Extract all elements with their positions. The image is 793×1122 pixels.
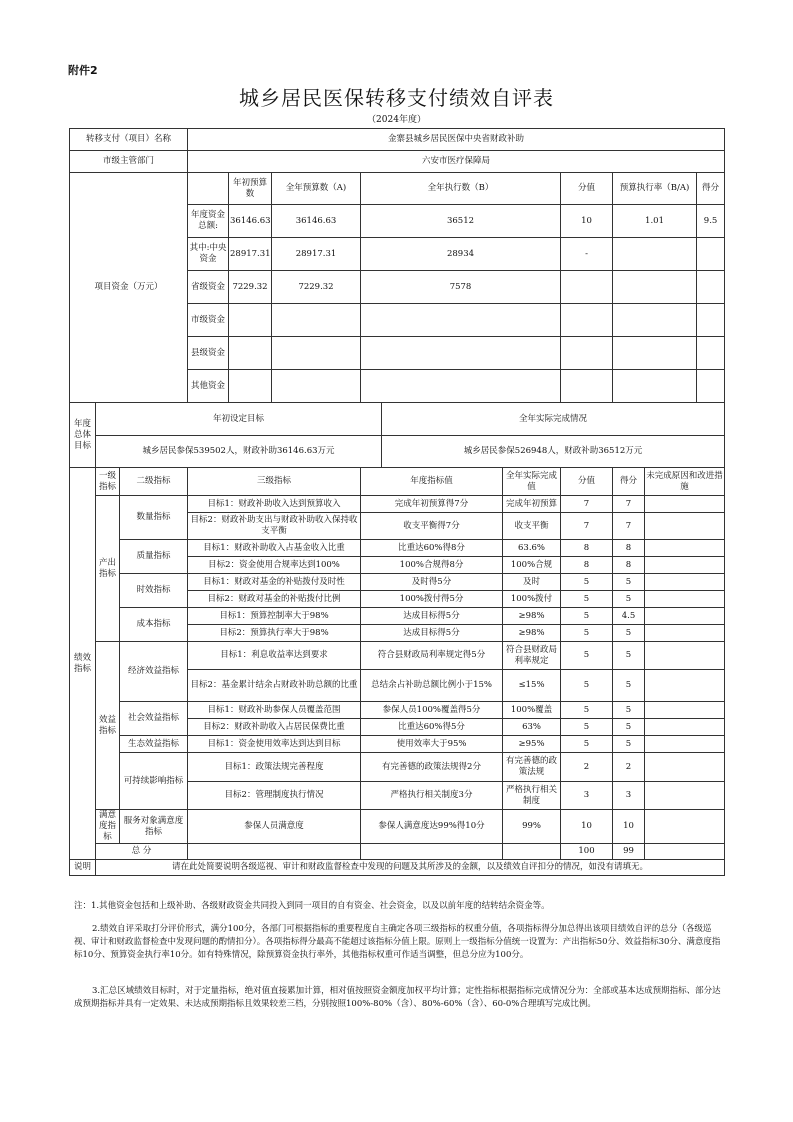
group-economic: 经济效益指标 <box>120 642 188 702</box>
funds-row-score: 9.5 <box>697 205 725 238</box>
funds-header-executed: 全年执行数（B） <box>361 173 561 205</box>
funds-row-initial <box>229 304 272 337</box>
target-value: 达成目标得5分 <box>361 608 503 625</box>
third-indicator: 目标2：基金累计结余占财政补助总额的比重 <box>188 670 361 702</box>
score: 2 <box>613 753 645 782</box>
actual-value: ≥98% <box>503 608 561 625</box>
score: 5 <box>613 719 645 736</box>
perf-header-target: 年度指标值 <box>361 468 503 496</box>
perf-header-third: 三级指标 <box>188 468 361 496</box>
funds-row-initial: 7229.32 <box>229 271 272 304</box>
funds-row-score <box>697 337 725 370</box>
actual-value: 符合县财政局利率规定 <box>503 642 561 670</box>
funds-row-annual: 7229.32 <box>272 271 361 304</box>
funds-row-name: 省级资金 <box>188 271 229 304</box>
funds-header-score: 得分 <box>697 173 725 205</box>
third-indicator: 目标2：资金使用合规率达到100% <box>188 557 361 574</box>
reason <box>645 513 725 540</box>
goals-label: 年度总体目标 <box>70 403 96 468</box>
third-indicator: 目标2：财政补助收入占居民保费比重 <box>188 719 361 736</box>
funds-row-annual: 28917.31 <box>272 238 361 271</box>
third-indicator: 目标1：政策法规完善程度 <box>188 753 361 782</box>
third-indicator: 目标1：财政补助参保人员覆盖范围 <box>188 702 361 719</box>
table-row <box>70 496 725 513</box>
score-value: 5 <box>561 736 613 753</box>
page-title: 城乡居民医保转移支付绩效自评表 <box>239 86 554 110</box>
funds-row-rate <box>613 370 697 403</box>
score: 4.5 <box>613 608 645 625</box>
reason <box>645 642 725 670</box>
score-value: 7 <box>561 496 613 513</box>
perf-header-actual: 全年实际完成值 <box>503 468 561 496</box>
target-value: 比重达60%得5分 <box>361 719 503 736</box>
score: 5 <box>613 591 645 608</box>
satisfaction-indicator-label: 满意度指标 <box>96 810 120 844</box>
funds-row-rate <box>613 271 697 304</box>
note-1: 注：1.其他资金包括和上级补助、各级财政资金共同投入到同一项目的自有资金、社会资金，以及以前年度的结转结余资金等。 <box>74 901 550 911</box>
actual-value: 完成年初预算 <box>503 496 561 513</box>
funds-row-score <box>697 370 725 403</box>
funds-row-rate: 1.01 <box>613 205 697 238</box>
score-value: 8 <box>561 540 613 557</box>
reason <box>645 702 725 719</box>
funds-row-annual <box>272 304 361 337</box>
funds-row-rate <box>613 238 697 271</box>
table-row <box>70 540 725 557</box>
funds-row-score <box>697 238 725 271</box>
year-label: （2024年度） <box>367 115 426 125</box>
score-value: 2 <box>561 753 613 782</box>
score: 5 <box>613 702 645 719</box>
perf-header-row <box>70 468 725 496</box>
funds-row-initial: 28917.31 <box>229 238 272 271</box>
target-value: 参保人员100%覆盖得5分 <box>361 702 503 719</box>
group-timeliness: 时效指标 <box>120 574 188 608</box>
funds-label: 项目资金（万元） <box>70 173 188 403</box>
actual-value: 63% <box>503 719 561 736</box>
reason <box>645 574 725 591</box>
funds-header-value: 分值 <box>561 173 613 205</box>
actual-value: 100%合规 <box>503 557 561 574</box>
project-label: 转移支付（项目）名称 <box>70 129 188 151</box>
third-indicator: 目标1：利息收益率达到要求 <box>188 642 361 670</box>
reason <box>645 782 725 810</box>
funds-row-annual: 36146.63 <box>272 205 361 238</box>
funds-row-rate <box>613 337 697 370</box>
actual-value: 严格执行相关制度 <box>503 782 561 810</box>
third-indicator: 目标2：财政补助支出与财政补助收入保持收支平衡 <box>188 513 361 540</box>
funds-row-executed <box>361 304 561 337</box>
group-quantity: 数量指标 <box>120 496 188 540</box>
project-name: 金寨县城乡居民医保中央省财政补助 <box>188 129 725 151</box>
target-value: 100%合规得8分 <box>361 557 503 574</box>
score-value: 7 <box>561 513 613 540</box>
reason <box>645 591 725 608</box>
total-value: 100 <box>561 844 613 860</box>
target-value: 达成目标得5分 <box>361 625 503 642</box>
funds-row-annual <box>272 337 361 370</box>
funds-row-value <box>561 271 613 304</box>
score: 3 <box>613 782 645 810</box>
perf-header-reason: 未完成原因和改进措施 <box>645 468 725 496</box>
funds-row-rate <box>613 304 697 337</box>
reason <box>645 753 725 782</box>
attachment-label: 附件2 <box>68 64 98 77</box>
actual-value: 有完善德的政策法规 <box>503 753 561 782</box>
table-row <box>70 810 725 844</box>
funds-row-name: 县级资金 <box>188 337 229 370</box>
funds-row-executed: 28934 <box>361 238 561 271</box>
reason <box>645 719 725 736</box>
group-cost: 成本指标 <box>120 608 188 642</box>
score: 5 <box>613 736 645 753</box>
goals-set-label: 年初设定目标 <box>96 403 382 436</box>
total-row <box>70 844 725 860</box>
table-row <box>70 753 725 782</box>
third-indicator: 目标2：财政对基金的补贴拨付比例 <box>188 591 361 608</box>
funds-row-executed: 7578 <box>361 271 561 304</box>
score-value: 5 <box>561 591 613 608</box>
score-value: 5 <box>561 574 613 591</box>
table-row <box>70 642 725 670</box>
table-row <box>70 608 725 625</box>
reason <box>645 557 725 574</box>
perf-header-second: 二级指标 <box>120 468 188 496</box>
funds-row-value <box>561 304 613 337</box>
total-score: 99 <box>613 844 645 860</box>
score: 8 <box>613 557 645 574</box>
funds-row-name: 市级资金 <box>188 304 229 337</box>
target-value: 有完善德的政策法规得2分 <box>361 753 503 782</box>
group-ecological: 生态效益指标 <box>120 736 188 753</box>
score: 5 <box>613 574 645 591</box>
perf-label: 绩效指标 <box>70 468 96 860</box>
score-value: 5 <box>561 719 613 736</box>
dept-row <box>70 151 725 173</box>
total-label: 总 分 <box>96 844 188 860</box>
actual-value: 收支平衡 <box>503 513 561 540</box>
actual-value: 63.6% <box>503 540 561 557</box>
third-indicator: 目标1：预算控制率大于98% <box>188 608 361 625</box>
goals-set-text: 城乡居民参保539502人，财政补助36146.63万元 <box>96 436 382 468</box>
score-value: 5 <box>561 625 613 642</box>
goals-actual-text: 城乡居民参保526948人，财政补助36512万元 <box>382 436 725 468</box>
group-sustainable: 可持续影响指标 <box>120 753 188 810</box>
target-value: 收支平衡得7分 <box>361 513 503 540</box>
actual-value: ≥95% <box>503 736 561 753</box>
funds-row-value <box>561 370 613 403</box>
score: 10 <box>613 810 645 844</box>
reason <box>645 540 725 557</box>
benefit-indicator-label: 效益指标 <box>96 642 120 810</box>
reason <box>645 670 725 702</box>
actual-value: 及时 <box>503 574 561 591</box>
third-indicator: 目标2：预算执行率大于98% <box>188 625 361 642</box>
perf-header-value: 分值 <box>561 468 613 496</box>
output-indicator-label: 产出指标 <box>96 496 120 642</box>
table-row <box>70 574 725 591</box>
score: 5 <box>613 625 645 642</box>
reason <box>645 810 725 844</box>
funds-header-rate: 预算执行率（B/A) <box>613 173 697 205</box>
perf-header-score: 得分 <box>613 468 645 496</box>
project-row <box>70 129 725 151</box>
funds-row-score <box>697 304 725 337</box>
score-value: 10 <box>561 810 613 844</box>
funds-row-name: 年度资金总额: <box>188 205 229 238</box>
target-value: 完成年初预算得7分 <box>361 496 503 513</box>
third-indicator: 目标2：管理制度执行情况 <box>188 782 361 810</box>
note-2: 2.绩效自评采取打分评价形式，满分100分，各部门可根据指标的重要程度自主确定各项三级指标的权重分值，各项指标得分加总得出该项目绩效自评的总分（各级巡视、审计和财政监督检查中发现问题的酌情扣分）。各项指标得分最高不能超过该指标分值上限。原则上一级指标分值统一设置为：产出指标50分、效益指标30分、满意度指标10分、预算资金执行率10分。如有特殊情况，除预算资金执行率外，其他指标权重可作适当调整，但总分应为100分。 <box>74 924 721 960</box>
table-row <box>70 736 725 753</box>
funds-row-initial: 36146.63 <box>229 205 272 238</box>
funds-row-executed: 36512 <box>361 205 561 238</box>
score: 5 <box>613 642 645 670</box>
score: 8 <box>613 540 645 557</box>
self-evaluation-table <box>69 128 725 876</box>
third-indicator: 目标1：资金使用效率达到达到目标 <box>188 736 361 753</box>
score: 7 <box>613 496 645 513</box>
funds-row-value: 10 <box>561 205 613 238</box>
remark-text: 请在此处简要说明各级巡视、审计和财政监督检查中发现的问题及其所涉及的金额，以及绩效自评扣分的情况，如没有请填无。 <box>96 860 725 876</box>
remark-row <box>70 860 725 876</box>
funds-row-name: 其他资金 <box>188 370 229 403</box>
funds-row-name: 其中:中央资金 <box>188 238 229 271</box>
target-value: 参保人满意度达99%得10分 <box>361 810 503 844</box>
reason <box>645 496 725 513</box>
goals-text-row <box>70 436 725 468</box>
table-row <box>70 702 725 719</box>
third-indicator: 参保人员满意度 <box>188 810 361 844</box>
group-social: 社会效益指标 <box>120 702 188 736</box>
score-value: 5 <box>561 702 613 719</box>
dept-name: 六安市医疗保障局 <box>188 151 725 173</box>
target-value: 及时得5分 <box>361 574 503 591</box>
funds-header-initial: 年初预算数 <box>229 173 272 205</box>
funds-row-initial <box>229 370 272 403</box>
funds-row-executed <box>361 337 561 370</box>
goals-actual-label: 全年实际完成情况 <box>382 403 725 436</box>
reason <box>645 608 725 625</box>
target-value: 严格执行相关制度3分 <box>361 782 503 810</box>
remark-label: 说明 <box>70 860 96 876</box>
target-value: 100%拨付得5分 <box>361 591 503 608</box>
score-value: 5 <box>561 642 613 670</box>
score: 7 <box>613 513 645 540</box>
perf-header-first: 一级指标 <box>96 468 120 496</box>
funds-header-row <box>70 173 725 205</box>
target-value: 使用效率大于95% <box>361 736 503 753</box>
score-value: 8 <box>561 557 613 574</box>
target-value: 比重达60%得8分 <box>361 540 503 557</box>
actual-value: 100%覆盖 <box>503 702 561 719</box>
funds-header-annual: 全年预算数（A) <box>272 173 361 205</box>
goals-header-row <box>70 403 725 436</box>
dept-label: 市级主管部门 <box>70 151 188 173</box>
reason <box>645 625 725 642</box>
note-3: 3.汇总区域绩效目标时，对于定量指标，绝对值直接累加计算，相对值按照资金额度加权平均计算；定性指标根据指标完成情况分为：全部或基本达成预期指标、部分达成预期指标并具有一定效果、未达成预期指标且效果较差三档，分别按照100%-80%（含）、80%-60%（含）、60-0%合理填写完成比例。 <box>74 986 721 1009</box>
target-value: 总结余占补助总额比例小于15% <box>361 670 503 702</box>
third-indicator: 目标1：财政补助收入占基金收入比重 <box>188 540 361 557</box>
funds-row-value <box>561 337 613 370</box>
actual-value: ≥98% <box>503 625 561 642</box>
funds-row-score <box>697 271 725 304</box>
third-indicator: 目标1：财政补助收入达到预算收入 <box>188 496 361 513</box>
actual-value: 100%拨付 <box>503 591 561 608</box>
score-value: 5 <box>561 670 613 702</box>
score-value: 5 <box>561 608 613 625</box>
target-value: 符合县财政局利率规定得5分 <box>361 642 503 670</box>
group-quality: 质量指标 <box>120 540 188 574</box>
score-value: 3 <box>561 782 613 810</box>
actual-value: ≤15% <box>503 670 561 702</box>
actual-value: 99% <box>503 810 561 844</box>
third-indicator: 目标1：财政对基金的补贴拨付及时性 <box>188 574 361 591</box>
funds-row-executed <box>361 370 561 403</box>
funds-row-value: - <box>561 238 613 271</box>
funds-row-annual <box>272 370 361 403</box>
funds-row-initial <box>229 337 272 370</box>
group-service: 服务对象满意度指标 <box>120 810 188 844</box>
reason <box>645 736 725 753</box>
score: 5 <box>613 670 645 702</box>
